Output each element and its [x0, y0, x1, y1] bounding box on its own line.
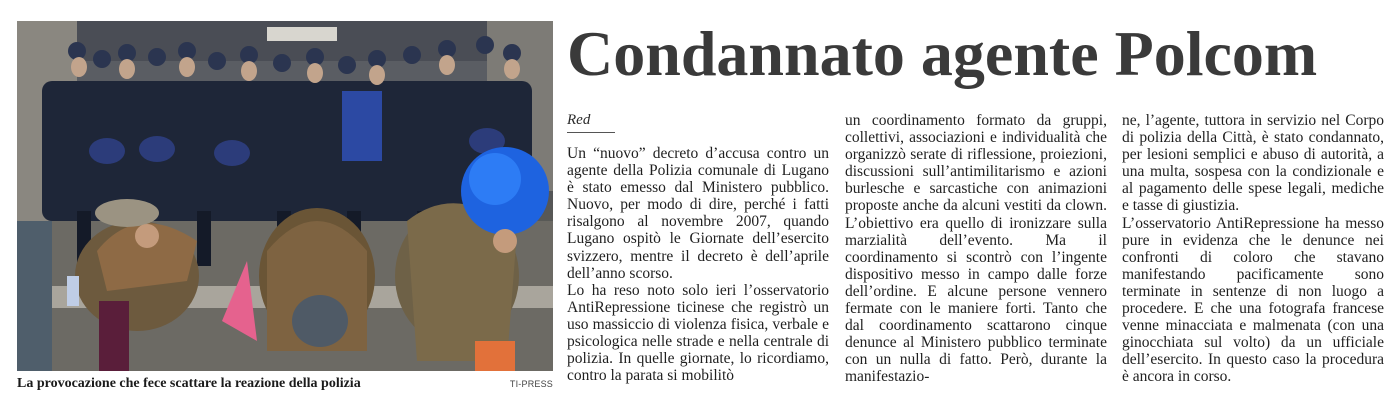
article-paragraph: ne, l’agente, tuttora in servizio nel Corpo di polizia della Città, è stato condannato, per lesioni semplici e abuso di autorità, a una multa, sospesa con la condizionale e al pagamento delle spese legali, mediche e tasse di giustizia.	[1122, 112, 1384, 215]
article-paragraph: un coordinamento formato da gruppi, collettivi, associazioni e individualità che organizzò serate di riflessione, proiezioni, discussioni sull’antimilitarismo e azioni burlesche e sarcastiche con animazioni proposte anche da alcuni vestiti da clown. L’obiettivo era quello di ironizzare sulla marzialità dell’evento. Ma il coordinamento si scontrò con l’ingente dispositivo messo in campo dalle forze dell’ordine. E alcune persone vennero fermate con le maniere forti. Tanto che dal coordinamento scattarono cinque denunce al Ministero pubblico terminate con un nulla di fatto. Però, durante la manifestazio-	[845, 112, 1107, 386]
article-paragraph: Un “nuovo” decreto d’accusa contro un agente della Polizia comunale di Lugano è stato emesso dal Ministero pubblico. Nuovo, per modo di dire, perché i fatti risalgono al novembre 2007, quando Lugano ospitò le Giornate dell’esercito svizzero, mentre il decreto è dell’aprile dell’anno scorso.	[567, 145, 829, 282]
article-paragraph: Lo ha reso noto solo ieri l’osservatorio AntiRepressione ticinese che registrò un uso massiccio di violenza fisica, verbale e psicologica nelle strade e nella centrale di polizia. In quelle giornate, lo ricordiamo, contro la parata si mobilitò	[567, 281, 829, 385]
article-column-1	[567, 111, 829, 384]
article-column-3	[1122, 112, 1384, 386]
article-paragraph: L’osservatorio AntiRepressione ha messo pure in evidenza che le denunce nei confronti di coloro che stavano manifestando pacificamente sono terminate in sentenze di non luogo a procedere. E che una fotografa francese venne minacciata e malmenata (con una ginocchiata sul volto) da un ufficiale dell’esercito. In questo caso la procedura è ancora in corso.	[1122, 214, 1384, 386]
news-photo	[17, 21, 553, 371]
photo-caption-row	[17, 376, 553, 394]
article-byline: Red	[567, 112, 591, 128]
article-headline: Condannato agente Polcom	[567, 18, 1318, 89]
article-column-2	[845, 112, 1107, 386]
byline-divider	[567, 132, 615, 133]
photo-credit: TI-PRESS	[509, 379, 553, 389]
photo-caption: La provocazione che fece scattare la reazione della polizia	[17, 376, 361, 391]
photo-illustration	[17, 21, 553, 371]
